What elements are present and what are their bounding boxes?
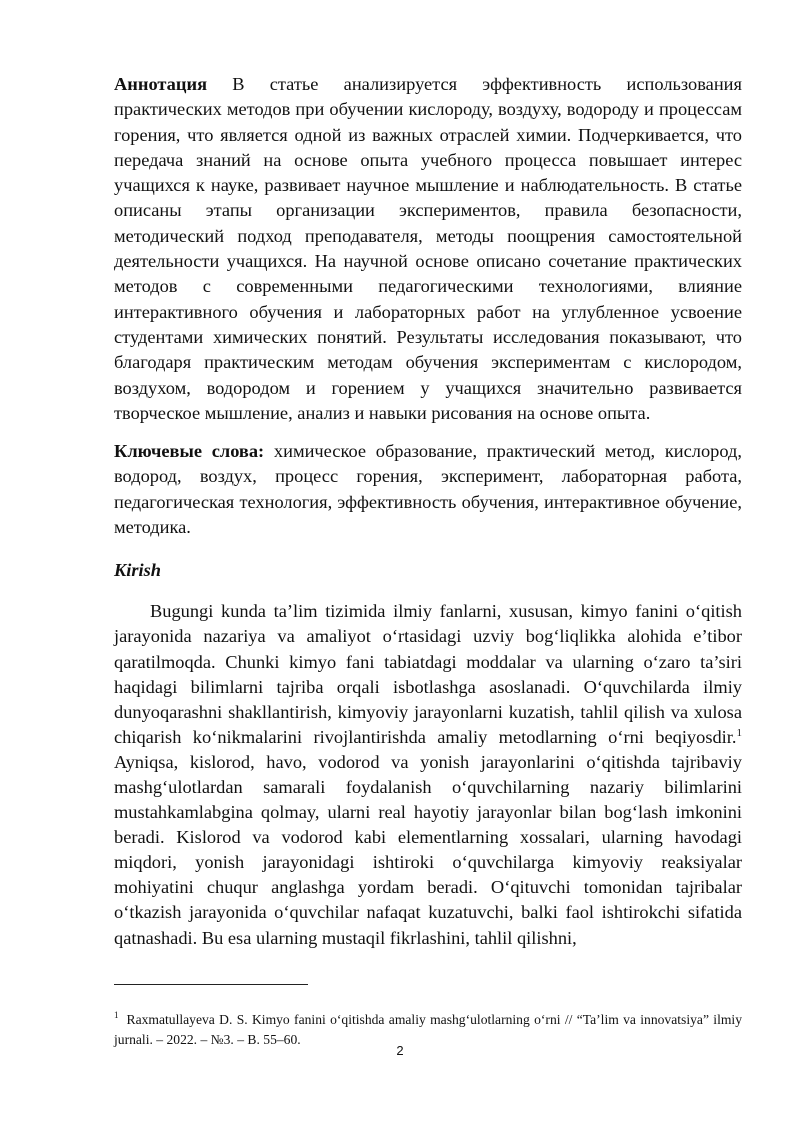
annotation-text: В статье анализируется эффективность использования практических методов при обучении кислороду, воздуху, водороду и процессам горения, что является одной из важных отраслей химии. Подчеркивается, что передача знаний на основе опыта учебного процесса повышает интерес учащихся к науке, развивает научное мышление и наблюдательность. В статье описаны этапы организации экспериментов, правила безопасности, методический подход преподавателя, методы поощрения самостоятельной деятельности учащихся. На научной основе описано сочетание практических методов с современными педагогическими технологиями, влияние интерактивного обучения и лабораторных работ на углубленное усвоение студентами химических понятий. Результаты исследования показывают, что благодаря практическим методам обучения экспериментам с кислородом, воздухом, водородом и горением у учащихся значительно развивается творческое мышление, анализ и навыки рисования на основе опыта. bbox=[114, 74, 742, 423]
page-body bbox=[114, 72, 742, 951]
intro-text-part1: Bugungi kunda ta’lim tizimida ilmiy fanlarni, xususan, kimyo fanini o‘qitish jarayonida nazariya va amaliyot o‘rtasidagi uzviy bog‘liqlikka alohida e’tibor qaratilmoqda. Chunki kimyo fani tabiatdagi moddalar va ularning o‘zaro ta’siri haqidagi bilimlarni tajriba orqali isbotlashga asoslanadi. O‘quvchilarda ilmiy dunyoqarashni shakllantirish, kimyoviy jarayonlarni kuzatish, tahlil qilish va xulosa chiqarish ko‘nikmalarini rivojlantirishda amaliy metodlarning o‘rni beqiyosdir. bbox=[114, 601, 742, 747]
keywords-text: химическое образование, практический метод, кислород, водород, воздух, процесс горения, эксперимент, лабораторная работа, педагогическая технология, эффективность обучения, интерактивное обучение, методика. bbox=[114, 441, 742, 538]
section-heading: Kirish bbox=[114, 560, 162, 581]
footnote-text: Raxmatullayeva D. S. Kimyo fanini o‘qitishda amaliy mashg‘ulotlarning o‘rni // “Ta’lim va innovatsiya” ilmiy jurnali. – 2022. – №3. – B. 55–60. bbox=[114, 1012, 742, 1047]
keywords-label: Ключевые слова: bbox=[114, 441, 265, 462]
intro-text-part2: Ayniqsa, kislorod, havo, vodorod va yonish jarayonlarini o‘qitishda tajribaviy mashg‘ulotlardan samarali foydalanish o‘quvchilarning nazariy bilimlarini mustahkamlabgina qolmay, ularni real hayotiy jarayonlar bilan bog‘lash imkonini beradi. Kislorod va vodorod kabi elementlarning xossalari, ularning havodagi miqdori, yonish jarayonidagi ishtiroki o‘quvchilarga kimyoviy reaksiyalar mohiyatini chuqur anglashga yordam beradi. O‘qituvchi tomonidan tajribalar o‘tkazish jarayonida o‘quvchilar nafaqat kuzatuvchi, balki faol ishtirokchi sifatida qatnashadi. Bu esa ularning mustaqil fikrlashini, tahlil qilishni, bbox=[114, 751, 742, 948]
intro-paragraph bbox=[114, 599, 742, 950]
annotation-paragraph bbox=[114, 72, 742, 426]
footnote-number: 1 bbox=[114, 1010, 119, 1021]
footnote-reference[interactable]: 1 bbox=[736, 726, 742, 739]
footnote-separator bbox=[114, 984, 308, 985]
page-number: 2 bbox=[396, 1043, 404, 1058]
annotation-label: Аннотация bbox=[114, 74, 208, 94]
keywords-paragraph bbox=[114, 439, 742, 540]
